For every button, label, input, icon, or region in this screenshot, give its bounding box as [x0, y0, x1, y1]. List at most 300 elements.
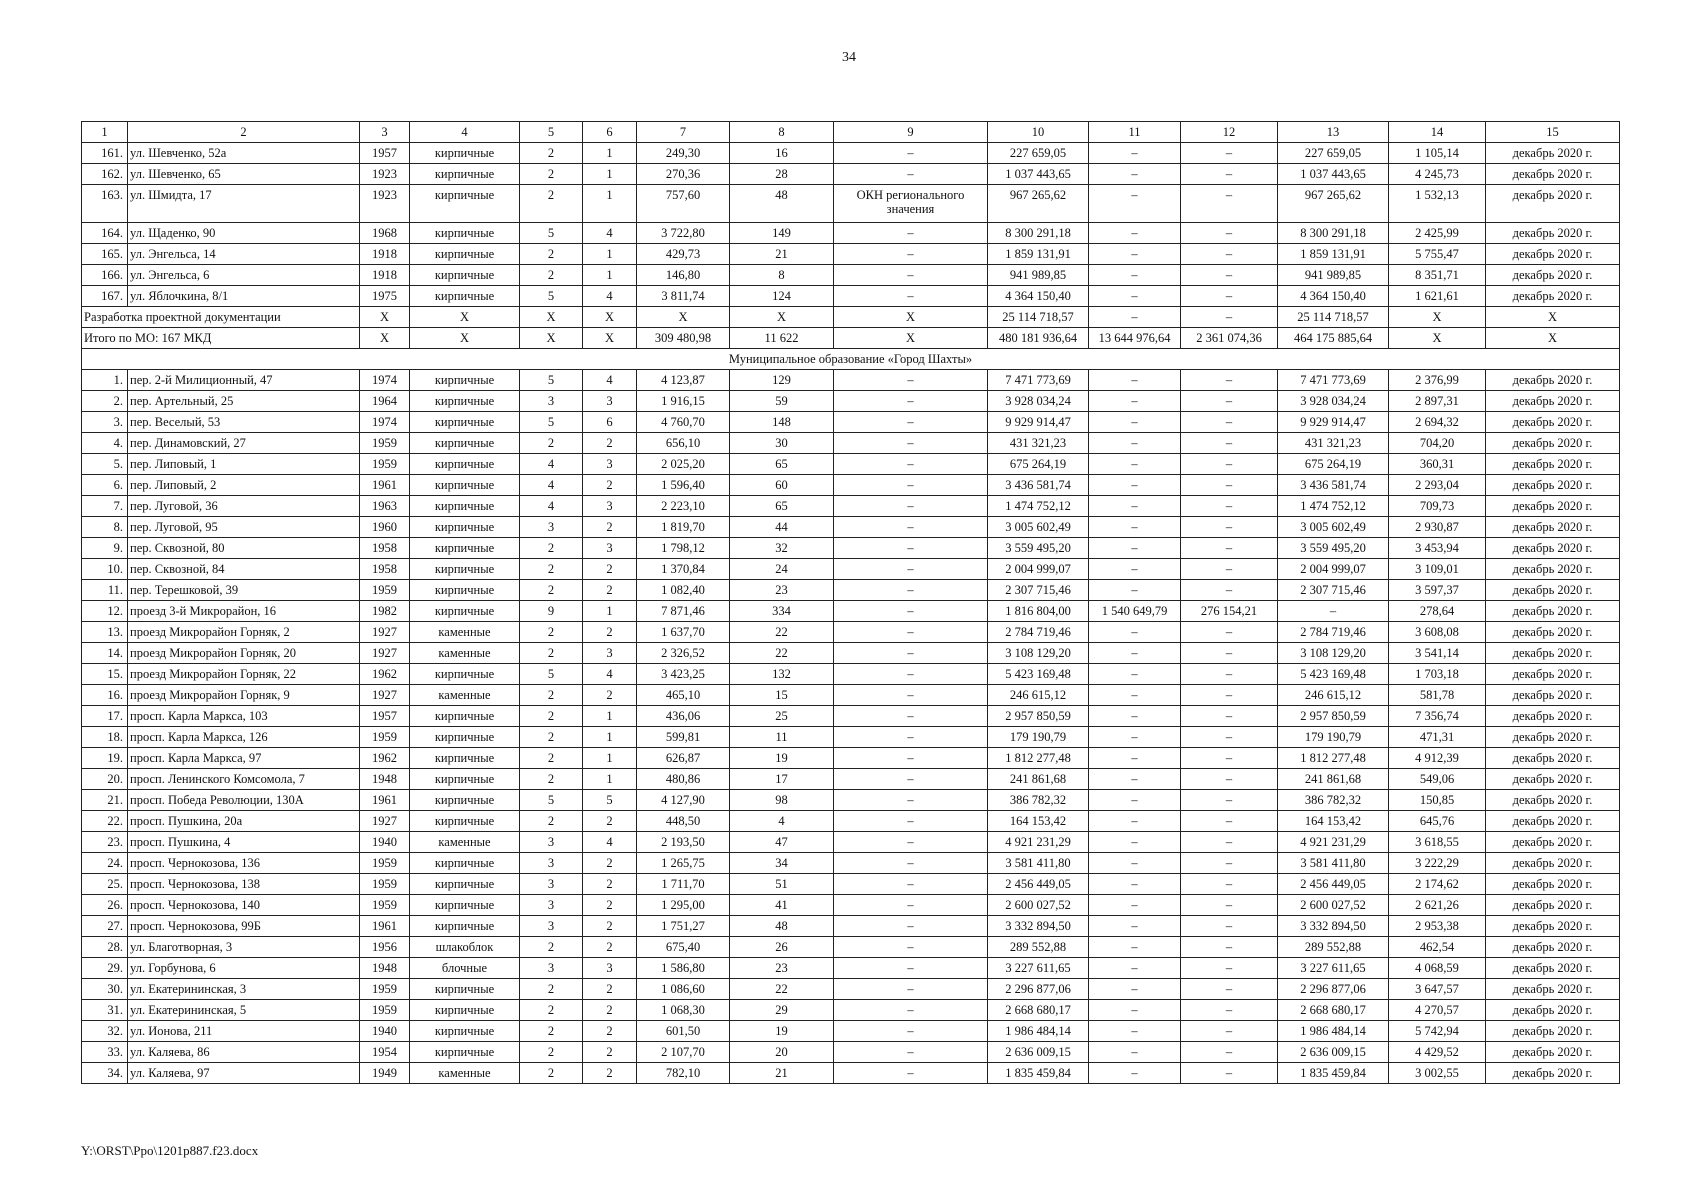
table-cell: 2 [520, 811, 583, 832]
table-cell: 462,54 [1389, 937, 1486, 958]
table-cell: 656,10 [637, 433, 730, 454]
table-cell: 3 [583, 454, 637, 475]
table-cell: декабрь 2020 г. [1486, 685, 1620, 706]
table-cell: 2 [520, 685, 583, 706]
table-cell: кирпичные [410, 748, 520, 769]
table-cell: 2 694,32 [1389, 412, 1486, 433]
table-row [82, 1063, 1620, 1084]
table-cell: – [1181, 143, 1278, 164]
table-cell: 1918 [360, 244, 410, 265]
table-cell: 30 [730, 433, 834, 454]
row-number-cell: 10. [82, 559, 128, 580]
table-cell: – [834, 143, 988, 164]
table-cell: 2 [583, 517, 637, 538]
table-cell: декабрь 2020 г. [1486, 538, 1620, 559]
table-cell: 5 [520, 223, 583, 244]
table-cell: 5 [520, 664, 583, 685]
table-cell: 2 174,62 [1389, 874, 1486, 895]
table-row [82, 832, 1620, 853]
table-cell: 1 540 649,79 [1089, 601, 1181, 622]
address-cell: пер. Веселый, 53 [128, 412, 360, 433]
table-cell: 65 [730, 496, 834, 517]
table-cell: 967 265,62 [1278, 185, 1389, 223]
table-cell: 150,85 [1389, 790, 1486, 811]
table-cell: – [834, 265, 988, 286]
table-cell: – [1278, 601, 1389, 622]
table-cell: – [1181, 706, 1278, 727]
table-cell: 23 [730, 580, 834, 601]
table-cell: 3 227 611,65 [1278, 958, 1389, 979]
table-cell: 1940 [360, 832, 410, 853]
row-number-cell: 14. [82, 643, 128, 664]
address-cell: пер. Артельный, 25 [128, 391, 360, 412]
table-cell: 3 608,08 [1389, 622, 1486, 643]
row-number-cell: 30. [82, 979, 128, 1000]
address-cell: ул. Горбунова, 6 [128, 958, 360, 979]
table-cell: – [834, 538, 988, 559]
table-cell: 2 223,10 [637, 496, 730, 517]
table-cell: – [1089, 811, 1181, 832]
table-cell: 3 597,37 [1389, 580, 1486, 601]
table-cell: – [834, 1021, 988, 1042]
table-cell: 8 300 291,18 [1278, 223, 1389, 244]
table-cell: кирпичные [410, 580, 520, 601]
table-cell: – [834, 937, 988, 958]
table-cell: – [1089, 1000, 1181, 1021]
note-cell: ОКН регионального значения [834, 185, 988, 223]
table-cell: декабрь 2020 г. [1486, 391, 1620, 412]
table-row [82, 916, 1620, 937]
table-cell: 41 [730, 895, 834, 916]
table-cell: декабрь 2020 г. [1486, 811, 1620, 832]
table-cell: кирпичные [410, 664, 520, 685]
table-cell: – [834, 916, 988, 937]
table-cell: 3 [583, 496, 637, 517]
row-number-cell: 22. [82, 811, 128, 832]
table-cell: – [1089, 643, 1181, 664]
table-cell: 2 636 009,15 [1278, 1042, 1389, 1063]
table-row [82, 164, 1620, 185]
row-number-cell: 161. [82, 143, 128, 164]
table-cell: 19 [730, 1021, 834, 1042]
table-cell: 1957 [360, 143, 410, 164]
table-cell: 581,78 [1389, 685, 1486, 706]
table-cell: 2 025,20 [637, 454, 730, 475]
row-number-cell: 32. [82, 1021, 128, 1042]
table-cell: Х [834, 307, 988, 328]
table-cell: 3 109,01 [1389, 559, 1486, 580]
table-cell: – [1089, 307, 1181, 328]
row-number-cell: 29. [82, 958, 128, 979]
table-cell: 1927 [360, 685, 410, 706]
table-cell: кирпичные [410, 454, 520, 475]
table-cell: 2 [583, 1063, 637, 1084]
table-cell: 2 [520, 1021, 583, 1042]
table-cell: декабрь 2020 г. [1486, 559, 1620, 580]
table-cell: – [1089, 769, 1181, 790]
table-cell: – [1089, 1021, 1181, 1042]
table-cell: 2 [520, 265, 583, 286]
row-number-cell: 3. [82, 412, 128, 433]
table-cell: – [834, 958, 988, 979]
table-cell: 1 068,30 [637, 1000, 730, 1021]
table-cell: кирпичные [410, 475, 520, 496]
table-cell: – [1181, 832, 1278, 853]
address-cell: пер. Сквозной, 80 [128, 538, 360, 559]
table-cell: 164 153,42 [988, 811, 1089, 832]
table-cell: – [1181, 1063, 1278, 1084]
table-cell: 59 [730, 391, 834, 412]
row-number-cell: 7. [82, 496, 128, 517]
table-cell: декабрь 2020 г. [1486, 979, 1620, 1000]
row-number-cell: 25. [82, 874, 128, 895]
table-cell: 3 [520, 832, 583, 853]
table-cell: 1963 [360, 496, 410, 517]
table-cell: 1 812 277,48 [1278, 748, 1389, 769]
table-cell: 20 [730, 1042, 834, 1063]
table-cell: 8 [730, 265, 834, 286]
table-cell: 2 307 715,46 [988, 580, 1089, 601]
table-row [82, 1042, 1620, 1063]
table-cell: 164 153,42 [1278, 811, 1389, 832]
row-number-cell: 162. [82, 164, 128, 185]
table-cell: 1923 [360, 185, 410, 223]
table-row [82, 622, 1620, 643]
table-cell: декабрь 2020 г. [1486, 832, 1620, 853]
table-cell: 1923 [360, 164, 410, 185]
column-number-header: 15 [1486, 122, 1620, 143]
table-cell: 2 [583, 895, 637, 916]
table-cell: декабрь 2020 г. [1486, 244, 1620, 265]
table-cell: 227 659,05 [988, 143, 1089, 164]
table-row [82, 454, 1620, 475]
table-cell: декабрь 2020 г. [1486, 664, 1620, 685]
table-row [82, 559, 1620, 580]
footer-file-path: Y:\ORST\Ppo\1201p887.f23.docx [81, 1143, 259, 1158]
table-row [82, 727, 1620, 748]
table-cell: – [1089, 412, 1181, 433]
table-cell: 2 [520, 580, 583, 601]
table-cell: 1 [583, 769, 637, 790]
table-cell: 2 [520, 979, 583, 1000]
table-row [82, 874, 1620, 895]
table-cell: 1968 [360, 223, 410, 244]
table-cell: 2 456 449,05 [1278, 874, 1389, 895]
table-cell: 2 [520, 643, 583, 664]
table-cell: 2 [520, 1000, 583, 1021]
address-cell: пер. Липовый, 2 [128, 475, 360, 496]
address-cell: проезд Микрорайон Горняк, 22 [128, 664, 360, 685]
table-cell: 246 615,12 [988, 685, 1089, 706]
table-cell: – [1181, 769, 1278, 790]
table-cell: 5 [520, 412, 583, 433]
table-cell: 2 [583, 685, 637, 706]
table-cell: – [1181, 433, 1278, 454]
page-number: 34 [842, 50, 856, 65]
table-cell: декабрь 2020 г. [1486, 1021, 1620, 1042]
table-row [82, 811, 1620, 832]
table-cell: декабрь 2020 г. [1486, 853, 1620, 874]
table-cell: 1 859 131,91 [988, 244, 1089, 265]
row-number-cell: 11. [82, 580, 128, 601]
table-cell: 941 989,85 [988, 265, 1089, 286]
table-cell: 2 [583, 433, 637, 454]
table-cell: 431 321,23 [1278, 433, 1389, 454]
table-cell: 3 332 894,50 [988, 916, 1089, 937]
table-cell: 2 [520, 748, 583, 769]
table-cell: 4 921 231,29 [988, 832, 1089, 853]
table-cell: 3 [583, 538, 637, 559]
table-cell: – [1181, 853, 1278, 874]
table-cell: – [834, 769, 988, 790]
table-cell: 2 361 074,36 [1181, 328, 1278, 349]
table-cell: – [834, 685, 988, 706]
column-number-header: 5 [520, 122, 583, 143]
table-cell: – [1181, 265, 1278, 286]
table-row [82, 895, 1620, 916]
summary-label-cell: Разработка проектной документации [82, 307, 360, 328]
table-cell: 24 [730, 559, 834, 580]
table-cell: – [1089, 538, 1181, 559]
table-cell: – [834, 643, 988, 664]
table-cell: декабрь 2020 г. [1486, 937, 1620, 958]
table-cell: декабрь 2020 г. [1486, 370, 1620, 391]
table-cell: декабрь 2020 г. [1486, 185, 1620, 223]
table-cell: – [834, 517, 988, 538]
table-cell: Х [1389, 307, 1486, 328]
table-cell: 1 986 484,14 [988, 1021, 1089, 1042]
table-cell: 4 364 150,40 [988, 286, 1089, 307]
table-cell: 270,36 [637, 164, 730, 185]
table-row [82, 370, 1620, 391]
row-number-cell: 13. [82, 622, 128, 643]
table-cell: 1 916,15 [637, 391, 730, 412]
row-number-cell: 15. [82, 664, 128, 685]
address-cell: просп. Пушкина, 20а [128, 811, 360, 832]
table-cell: 25 114 718,57 [988, 307, 1089, 328]
table-cell: 2 [520, 706, 583, 727]
table-cell: – [1181, 580, 1278, 601]
table-row [82, 475, 1620, 496]
table-cell: декабрь 2020 г. [1486, 622, 1620, 643]
row-number-cell: 167. [82, 286, 128, 307]
table-cell: – [1181, 1021, 1278, 1042]
table-cell: – [1181, 790, 1278, 811]
table-cell: 4 123,87 [637, 370, 730, 391]
table-cell: кирпичные [410, 769, 520, 790]
table-cell: 22 [730, 643, 834, 664]
table-cell: 1959 [360, 979, 410, 1000]
table-cell: 4 245,73 [1389, 164, 1486, 185]
table-cell: 19 [730, 748, 834, 769]
table-cell: – [1181, 496, 1278, 517]
table-cell: Х [834, 328, 988, 349]
table-cell: – [1181, 664, 1278, 685]
row-number-cell: 18. [82, 727, 128, 748]
table-row [82, 538, 1620, 559]
table-cell: – [1181, 1000, 1278, 1021]
table-cell: 1958 [360, 538, 410, 559]
table-cell: 941 989,85 [1278, 265, 1389, 286]
table-cell: Х [1389, 328, 1486, 349]
table-cell: 1 082,40 [637, 580, 730, 601]
table-cell: 1964 [360, 391, 410, 412]
table-cell: 1 474 752,12 [988, 496, 1089, 517]
table-cell: 2 [583, 874, 637, 895]
table-cell: 3 [520, 916, 583, 937]
table-cell: 4 429,52 [1389, 1042, 1486, 1063]
table-cell: декабрь 2020 г. [1486, 412, 1620, 433]
table-cell: кирпичные [410, 1042, 520, 1063]
table-cell: 1 [583, 706, 637, 727]
address-cell: ул. Каляева, 86 [128, 1042, 360, 1063]
document-table-wrapper [81, 121, 1619, 1084]
table-cell: 1949 [360, 1063, 410, 1084]
table-cell: 1940 [360, 1021, 410, 1042]
table-cell: 7 471 773,69 [988, 370, 1089, 391]
column-number-header: 4 [410, 122, 520, 143]
table-cell: – [834, 706, 988, 727]
table-cell: 675,40 [637, 937, 730, 958]
table-cell: 1960 [360, 517, 410, 538]
table-cell: – [834, 412, 988, 433]
table-cell: – [1089, 475, 1181, 496]
table-cell: 246 615,12 [1278, 685, 1389, 706]
table-cell: 2 [583, 1000, 637, 1021]
table-cell: 2 600 027,52 [1278, 895, 1389, 916]
table-cell: – [1089, 391, 1181, 412]
table-cell: Х [1486, 307, 1620, 328]
table-cell: 436,06 [637, 706, 730, 727]
table-cell: 1961 [360, 916, 410, 937]
table-cell: 429,73 [637, 244, 730, 265]
address-cell: пер. Луговой, 36 [128, 496, 360, 517]
section-title-row [82, 349, 1620, 370]
table-cell: 1 637,70 [637, 622, 730, 643]
table-cell: – [1089, 874, 1181, 895]
table-cell: – [1181, 643, 1278, 664]
table-cell: 2 [583, 916, 637, 937]
table-cell: – [834, 664, 988, 685]
row-number-cell: 165. [82, 244, 128, 265]
table-cell: Х [360, 307, 410, 328]
address-cell: пер. Липовый, 1 [128, 454, 360, 475]
address-cell: просп. Чернокозова, 140 [128, 895, 360, 916]
table-cell: 2 784 719,46 [1278, 622, 1389, 643]
table-cell: – [1181, 895, 1278, 916]
table-cell: 386 782,32 [988, 790, 1089, 811]
table-cell: 3 108 129,20 [1278, 643, 1389, 664]
table-row [82, 937, 1620, 958]
table-cell: кирпичные [410, 185, 520, 223]
table-cell: 3 002,55 [1389, 1063, 1486, 1084]
table-row [82, 580, 1620, 601]
table-cell: 5 [583, 790, 637, 811]
table-cell: – [1181, 979, 1278, 1000]
address-cell: пер. Терешковой, 39 [128, 580, 360, 601]
table-cell: 2 953,38 [1389, 916, 1486, 937]
table-cell: каменные [410, 643, 520, 664]
table-cell: кирпичные [410, 433, 520, 454]
table-cell: 2 [520, 727, 583, 748]
table-cell: – [1089, 164, 1181, 185]
table-cell: декабрь 2020 г. [1486, 265, 1620, 286]
address-cell: ул. Энгельса, 14 [128, 244, 360, 265]
address-cell: просп. Карла Маркса, 126 [128, 727, 360, 748]
table-cell: кирпичные [410, 370, 520, 391]
table-cell: 21 [730, 1063, 834, 1084]
summary-row [82, 307, 1620, 328]
table-cell: – [834, 727, 988, 748]
table-cell: кирпичные [410, 895, 520, 916]
table-cell: 3 222,29 [1389, 853, 1486, 874]
table-cell: – [834, 979, 988, 1000]
table-cell: 2 [583, 853, 637, 874]
table-cell: 60 [730, 475, 834, 496]
table-cell: 3 436 581,74 [988, 475, 1089, 496]
table-cell: 3 581 411,80 [988, 853, 1089, 874]
address-cell: пер. Динамовский, 27 [128, 433, 360, 454]
table-cell: 626,87 [637, 748, 730, 769]
table-cell: 278,64 [1389, 601, 1486, 622]
table-cell: 1 586,80 [637, 958, 730, 979]
table-cell: декабрь 2020 г. [1486, 601, 1620, 622]
table-cell: Х [410, 307, 520, 328]
table-cell: 1927 [360, 643, 410, 664]
table-cell: 2 456 449,05 [988, 874, 1089, 895]
table-row [82, 517, 1620, 538]
table-cell: 1927 [360, 622, 410, 643]
row-number-cell: 28. [82, 937, 128, 958]
table-cell: – [1181, 811, 1278, 832]
table-cell: 2 600 027,52 [988, 895, 1089, 916]
table-cell: 289 552,88 [988, 937, 1089, 958]
table-cell: – [834, 223, 988, 244]
table-cell: 9 929 914,47 [988, 412, 1089, 433]
column-number-header: 14 [1389, 122, 1486, 143]
row-number-cell: 164. [82, 223, 128, 244]
table-cell: – [1181, 685, 1278, 706]
table-cell: 3 928 034,24 [988, 391, 1089, 412]
table-cell: декабрь 2020 г. [1486, 517, 1620, 538]
row-number-cell: 9. [82, 538, 128, 559]
table-cell: 1959 [360, 454, 410, 475]
table-cell: каменные [410, 622, 520, 643]
table-cell: – [1181, 559, 1278, 580]
table-cell: декабрь 2020 г. [1486, 727, 1620, 748]
table-cell: декабрь 2020 г. [1486, 706, 1620, 727]
column-number-header-row [82, 122, 1620, 143]
table-cell: 3 227 611,65 [988, 958, 1089, 979]
table-cell: 1 [583, 244, 637, 265]
table-cell: кирпичные [410, 164, 520, 185]
table-cell: 3 [520, 874, 583, 895]
table-cell: 5 [520, 286, 583, 307]
table-cell: – [1089, 979, 1181, 1000]
table-cell: 29 [730, 1000, 834, 1021]
section-title: Муниципальное образование «Город Шахты» [82, 349, 1620, 370]
table-cell: 2 621,26 [1389, 895, 1486, 916]
table-cell: 4 [583, 832, 637, 853]
table-row [82, 433, 1620, 454]
address-cell: просп. Чернокозова, 138 [128, 874, 360, 895]
table-cell: 65 [730, 454, 834, 475]
table-cell: 1 859 131,91 [1278, 244, 1389, 265]
table-cell: 1 835 459,84 [1278, 1063, 1389, 1084]
row-number-cell: 23. [82, 832, 128, 853]
table-cell: 22 [730, 622, 834, 643]
summary-label-cell: Итого по МО: 167 МКД [82, 328, 360, 349]
